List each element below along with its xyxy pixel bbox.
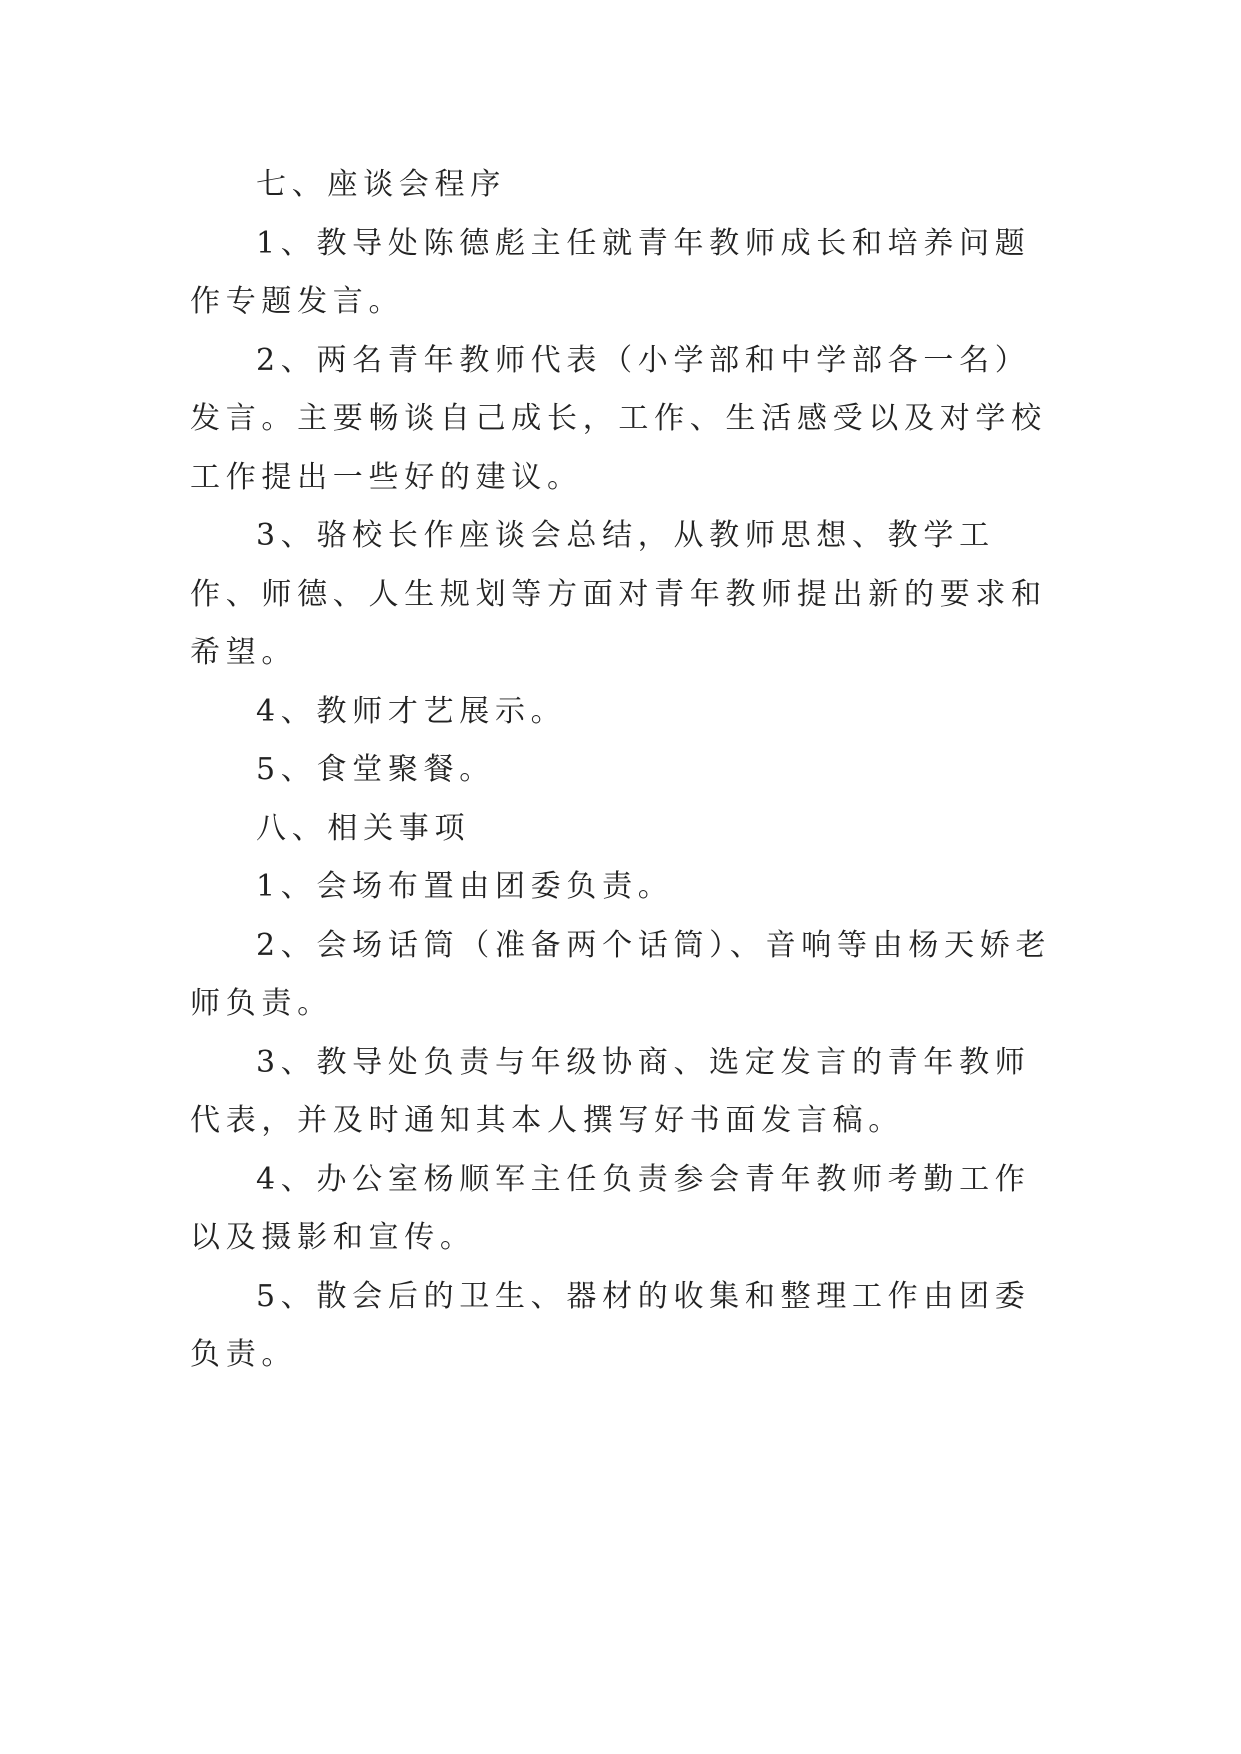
program-item-5: 5、食堂聚餐。 [256, 752, 495, 787]
section-heading-matters: 八、相关事项 [256, 810, 471, 846]
matters-item-4: 4、办公室杨顺军主任负责参会青年教师考勤工作以及摄影和宣传。 [190, 1161, 1031, 1255]
matters-item-2: 2、会场话筒（准备两个话筒）、音响等由杨天娇老师负责。 [190, 927, 1052, 1021]
matters-item-1: 1、会场布置由团委负责。 [256, 869, 674, 904]
section-heading-program: 七、座谈会程序 [256, 167, 506, 202]
program-item-4: 4、教师才艺展示。 [256, 693, 567, 729]
program-item-1: 1、教导处陈德彪主任就青年教师成长和培养问题作专题发言。 [190, 225, 1031, 319]
program-item-3: 3、骆校长作座谈会总结，从教师思想、教学工作、师德、人生规划等方面对青年教师提出新的要求和希望。 [190, 518, 1047, 670]
document-page [190, 156, 1060, 1385]
program-item-2: 2、两名青年教师代表（小学部和中学部各一名）发言。主要畅谈自己成长，工作、生活感受以及对学校工作提出一些好的建议。 [190, 342, 1047, 495]
matters-item-5: 5、散会后的卫生、器材的收集和整理工作由团委负责。 [190, 1278, 1031, 1372]
matters-item-3: 3、教导处负责与年级协商、选定发言的青年教师代表，并及时通知其本人撰写好书面发言稿。 [190, 1044, 1031, 1138]
